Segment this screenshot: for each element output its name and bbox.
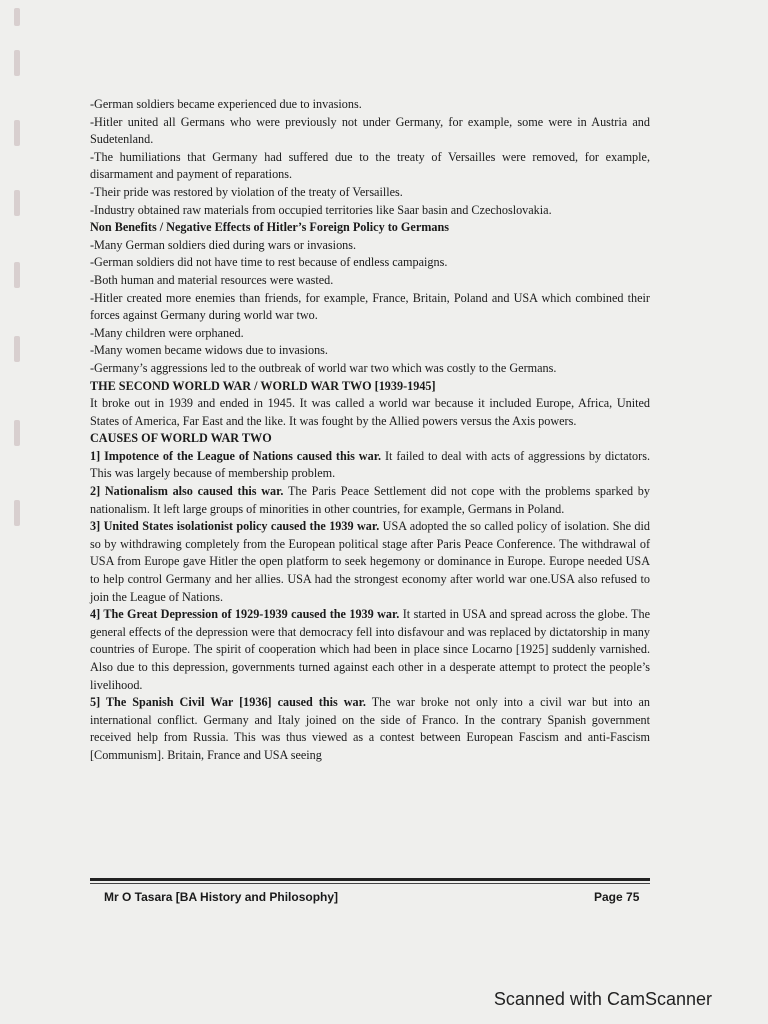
cause-body: USA adopted the so called policy of isolation. She did so by withdrawing completely from the European political stage after Paris Peace Conference. The withdrawal of USA from Europe gave Hitler the open platform to seek hegemony or dominance in Europe. Europe needed USA to help control Germany and her allies. USA had the strongest economy after world war one.USA also refused to join the League of Nations. bbox=[90, 519, 650, 604]
section-heading: CAUSES OF WORLD WAR TWO bbox=[90, 431, 272, 446]
binding-mark bbox=[14, 420, 20, 446]
text-line: -Industry obtained raw materials from occupied territories like Saar basin and Czechoslovakia. bbox=[90, 202, 552, 217]
binding-mark bbox=[14, 336, 20, 362]
cause-paragraph bbox=[90, 606, 650, 694]
text-line: It broke out in 1939 and ended in 1945. It was called a world war because it included Europe, Africa, United States of America, Far East and the like. It was fought by the Allied powers versus the Axis powers. bbox=[90, 396, 650, 428]
cause-paragraph bbox=[90, 518, 650, 606]
cause-body: It started in USA and spread across the globe. The general effects of the depression were that democracy fell into disfavour and was replaced by dictatorship in many countries of Europe. The spirit of cooperation which had been in place since Locarno [1925] suddenly varnished. Also due to this depression, governments turned against each other in a desperate attempt to protect the people’s livelihood. bbox=[90, 607, 650, 692]
binding-marks bbox=[0, 0, 40, 960]
footer-rule-thin bbox=[90, 883, 650, 884]
text-line: -Many German soldiers died during wars or invasions. bbox=[90, 237, 357, 252]
cause-body: The Paris Peace Settlement did not cope with the problems sparked by nationalism. It left large groups of minorities in other countries, for example, Germans in Poland. bbox=[90, 484, 650, 516]
text-line: -German soldiers became experienced due to invasions. bbox=[90, 97, 362, 111]
cause-body: The war broke not only into a civil war but into an international conflict. Germany and Italy joined on the side of Franco. In the contrary Spanish government received help from Russia. This was thus viewed as a contest between European Fascism and anti-Fascism [Communism]. Britain, France and USA seeing bbox=[90, 695, 650, 762]
binding-mark bbox=[14, 262, 20, 288]
text-line: -German soldiers did not have time to rest because of endless campaigns. bbox=[90, 255, 448, 270]
text-line: -Many women became widows due to invasions. bbox=[90, 343, 328, 358]
document-body bbox=[90, 96, 650, 765]
text-line: -Their pride was restored by violation of the treaty of Versailles. bbox=[90, 184, 403, 199]
binding-mark bbox=[14, 120, 20, 146]
cause-heading: 4] The Great Depression of 1929-1939 caused the 1939 war. bbox=[90, 607, 400, 622]
text-line: -The humiliations that Germany had suffered due to the treaty of Versailles were removed, for example, disarmament and payment of reparations. bbox=[90, 149, 650, 182]
text-line: -Hitler created more enemies than friends, for example, France, Britain, Poland and USA which combined their forces against Germany during world war two. bbox=[90, 290, 650, 323]
cause-heading: 1] Impotence of the League of Nations caused this war. bbox=[90, 448, 382, 463]
cause-heading: 3] United States isolationist policy caused the 1939 war. bbox=[90, 519, 380, 534]
cause-paragraph bbox=[90, 694, 650, 764]
binding-mark bbox=[14, 50, 20, 76]
cause-paragraph bbox=[90, 483, 650, 518]
binding-mark bbox=[14, 500, 20, 526]
text-line: -Both human and material resources were wasted. bbox=[90, 272, 334, 287]
cause-heading: 2] Nationalism also caused this war. bbox=[90, 484, 284, 499]
section-heading: Non Benefits / Negative Effects of Hitler’s Foreign Policy to Germans bbox=[90, 220, 449, 235]
page-number: Page 75 bbox=[594, 890, 640, 904]
section-heading: THE SECOND WORLD WAR / WORLD WAR TWO [1939-1945] bbox=[90, 378, 436, 393]
footer-rule bbox=[90, 878, 650, 881]
binding-mark bbox=[14, 8, 20, 26]
cause-paragraph bbox=[90, 448, 650, 483]
text-line: -Germany’s aggressions led to the outbreak of world war two which was costly to the Germans. bbox=[90, 360, 557, 375]
binding-mark bbox=[14, 190, 20, 216]
text-line: -Many children were orphaned. bbox=[90, 325, 244, 340]
footer-author: Mr O Tasara [BA History and Philosophy] bbox=[104, 890, 339, 904]
camscanner-watermark: Scanned with CamScanner bbox=[493, 989, 712, 1009]
cause-body: It failed to deal with acts of aggressions by dictators. This was largely because of membership problem. bbox=[90, 448, 650, 481]
text-line: -Hitler united all Germans who were previously not under Germany, for example, some were in Austria and Sudetenland. bbox=[90, 114, 650, 147]
cause-heading: 5] The Spanish Civil War [1936] caused this war. bbox=[90, 695, 366, 710]
